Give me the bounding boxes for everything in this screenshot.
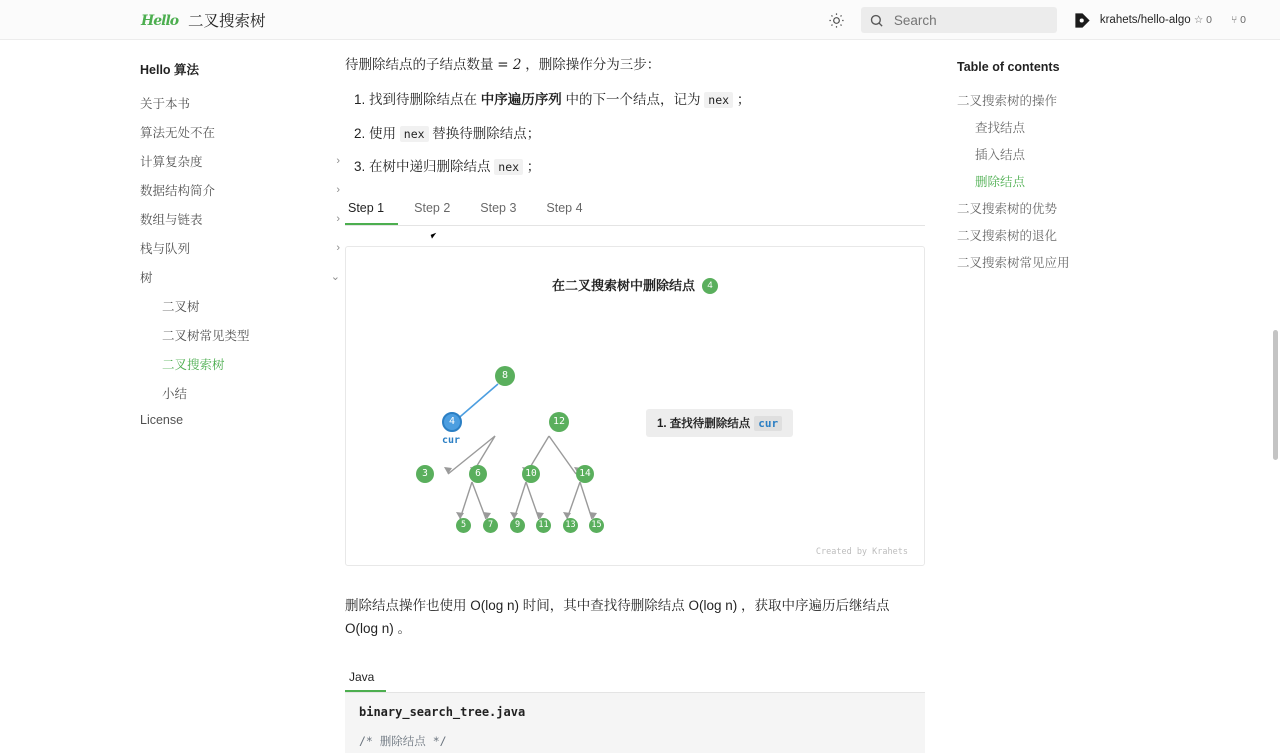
svg-text:Hello: Hello	[141, 12, 179, 29]
code-sample-block	[345, 663, 925, 753]
intro-math: = 2	[497, 57, 522, 73]
list-item	[369, 89, 925, 111]
search-icon	[869, 13, 884, 28]
chevron-right-icon[interactable]: ›	[336, 154, 340, 167]
intro-suffix: ，删除操作分为三步：	[521, 57, 661, 72]
step-pre: 使用	[369, 125, 400, 141]
cur-pointer-label: cur	[442, 434, 461, 446]
tree-node: 12	[549, 412, 569, 432]
toc-item-applications[interactable]: 二叉搜索树常见应用	[957, 255, 1070, 270]
toc-item-insert-node[interactable]: 插入结点	[975, 147, 1026, 162]
hello-algo-logo-icon	[141, 11, 179, 29]
step-post: 替换待删除结点；	[428, 125, 541, 141]
sidebar-item-label: 关于本书	[140, 96, 191, 111]
sidebar-item-label: 树	[140, 270, 153, 285]
sidebar-item-binary-tree-types[interactable]	[162, 320, 340, 349]
sidebar-item-tree[interactable]	[140, 262, 340, 291]
search-box[interactable]	[861, 7, 1057, 33]
search-input[interactable]	[892, 12, 1049, 29]
sidebar-item-binary-tree[interactable]	[162, 291, 340, 320]
sidebar-item-complexity[interactable]	[140, 146, 340, 175]
step-post: ；	[523, 159, 541, 175]
tree-node: 8	[495, 366, 515, 386]
tree-node: 11	[536, 518, 551, 533]
header-right-group	[825, 0, 1280, 40]
sidebar-item-label: 数据结构简介	[140, 183, 216, 198]
repo-stars: ☆ 0	[1193, 13, 1213, 26]
intro-prefix: 待删除结点的子结点数量	[345, 57, 498, 72]
sidebar-subgroup-tree	[140, 291, 340, 407]
callout-text: 1. 查找待删除结点	[657, 417, 751, 430]
tree-node: 5	[456, 518, 471, 533]
repo-forks: ⑂ 0	[1230, 13, 1246, 26]
step-tabs	[345, 192, 925, 226]
sidebar-item-label: 小结	[162, 386, 188, 401]
git-repo-icon	[1073, 10, 1093, 30]
figure-title-text: 在二叉搜索树中删除结点	[551, 277, 695, 293]
site-logo-icon[interactable]	[140, 9, 179, 31]
tree-node: 3	[416, 465, 434, 483]
step-pre: 在树中递归删除结点	[369, 159, 495, 175]
tree-node: 10	[522, 465, 540, 483]
repo-stats	[1194, 14, 1262, 26]
tab-step-1[interactable]: Step 1	[345, 192, 398, 225]
step-code: nex	[704, 92, 733, 108]
brightness-icon[interactable]	[825, 8, 849, 32]
tree-node-cur: 4	[442, 412, 462, 432]
sidebar-item-label: 算法无处不在	[140, 125, 216, 140]
figure-title	[346, 275, 924, 294]
repo-text-group	[1100, 13, 1262, 27]
sidebar-item-label: 计算复杂度	[140, 154, 203, 169]
sidebar-item-label: 二叉树	[162, 299, 200, 314]
binary-search-tree-diagram	[346, 304, 924, 534]
sidebar-item-label: License	[140, 412, 184, 427]
sidebar-item-binary-search-tree[interactable]	[162, 349, 340, 378]
tree-node: 6	[469, 465, 487, 483]
tree-node: 14	[576, 465, 594, 483]
callout-code: cur	[754, 416, 782, 431]
sidebar-item-stack-queue[interactable]	[140, 233, 340, 262]
code-body	[345, 693, 925, 753]
step-pre: 找到待删除结点在	[369, 91, 481, 107]
tree-node: 15	[589, 518, 604, 533]
chevron-down-icon[interactable]: ⌄	[330, 271, 340, 283]
tree-node: 7	[483, 518, 498, 533]
toc-item-degeneration[interactable]: 二叉搜索树的退化	[957, 228, 1058, 243]
sidebar-title: Hello 算法	[140, 63, 200, 77]
toc-item-advantages[interactable]: 二叉搜索树的优势	[957, 201, 1058, 216]
repo-name: krahets/hello-algo	[1099, 13, 1191, 26]
figure-step-badge: 4	[702, 278, 718, 294]
toc-item-operations[interactable]: 二叉搜索树的操作	[957, 93, 1058, 108]
sidebar-item-label: 二叉搜索树	[162, 357, 225, 372]
list-item	[369, 123, 925, 145]
tab-java[interactable]: Java	[345, 663, 386, 692]
sidebar-item-label: 栈与队列	[140, 241, 191, 256]
toc-item-delete-node[interactable]: 删除结点	[975, 174, 1026, 189]
step-bold: 中序遍历序列	[480, 91, 562, 107]
figure-callout	[646, 409, 793, 437]
figure-credit: Created by Krahets	[815, 546, 908, 557]
complexity-paragraph: 删除结点操作也使用 O(log n) 时间，其中查找待删除结点 O(log n) ，获取中序遍历后继结点 O(log n) 。	[345, 597, 890, 637]
code-first-line: /* 删除结点 */	[359, 733, 447, 748]
chevron-right-icon[interactable]: ›	[336, 183, 340, 196]
repo-link[interactable]	[1073, 10, 1262, 30]
steps-list	[345, 89, 925, 178]
main-content	[345, 40, 925, 753]
list-item	[369, 156, 925, 178]
tab-step-4[interactable]: Step 4	[546, 200, 583, 215]
code-file-name: binary_search_tree.java	[359, 704, 526, 719]
sidebar-item-label: 数组与链表	[140, 212, 203, 227]
sidebar-item-about[interactable]	[140, 88, 340, 117]
toc-item-search-node[interactable]: 查找结点	[975, 120, 1026, 135]
step-code: nex	[400, 126, 429, 142]
tab-step-3[interactable]: Step 3	[480, 200, 517, 215]
intro-paragraph	[345, 54, 925, 77]
page-scrollbar[interactable]	[1273, 330, 1278, 460]
figure-panel	[345, 246, 925, 566]
code-language-tabs	[345, 663, 925, 693]
sidebar-item-algorithms-everywhere[interactable]	[140, 117, 340, 146]
chevron-right-icon[interactable]: ›	[336, 241, 340, 254]
tree-edges	[346, 304, 926, 534]
step-mid: 中的下一个结点，记为	[561, 91, 705, 107]
chevron-right-icon[interactable]: ›	[336, 212, 340, 225]
step-post: ；	[733, 91, 751, 107]
table-of-contents	[957, 40, 1177, 753]
sidebar-item-summary[interactable]	[162, 378, 340, 407]
sidebar-item-data-structures[interactable]	[140, 175, 340, 204]
page-title: 二叉搜索树	[188, 12, 266, 30]
tree-node: 9	[510, 518, 525, 533]
page-body	[0, 40, 1280, 753]
site-header	[0, 0, 1280, 40]
sidebar-item-label: 二叉树常见类型	[162, 328, 250, 343]
step-code: nex	[494, 159, 523, 175]
sidebar-nav	[140, 40, 340, 753]
sidebar-item-array-linkedlist[interactable]	[140, 204, 340, 233]
tab-step-2[interactable]: Step 2	[414, 200, 451, 215]
toc-title: Table of contents	[957, 60, 1060, 74]
sidebar-item-license[interactable]	[140, 407, 340, 432]
tree-node: 13	[563, 518, 578, 533]
